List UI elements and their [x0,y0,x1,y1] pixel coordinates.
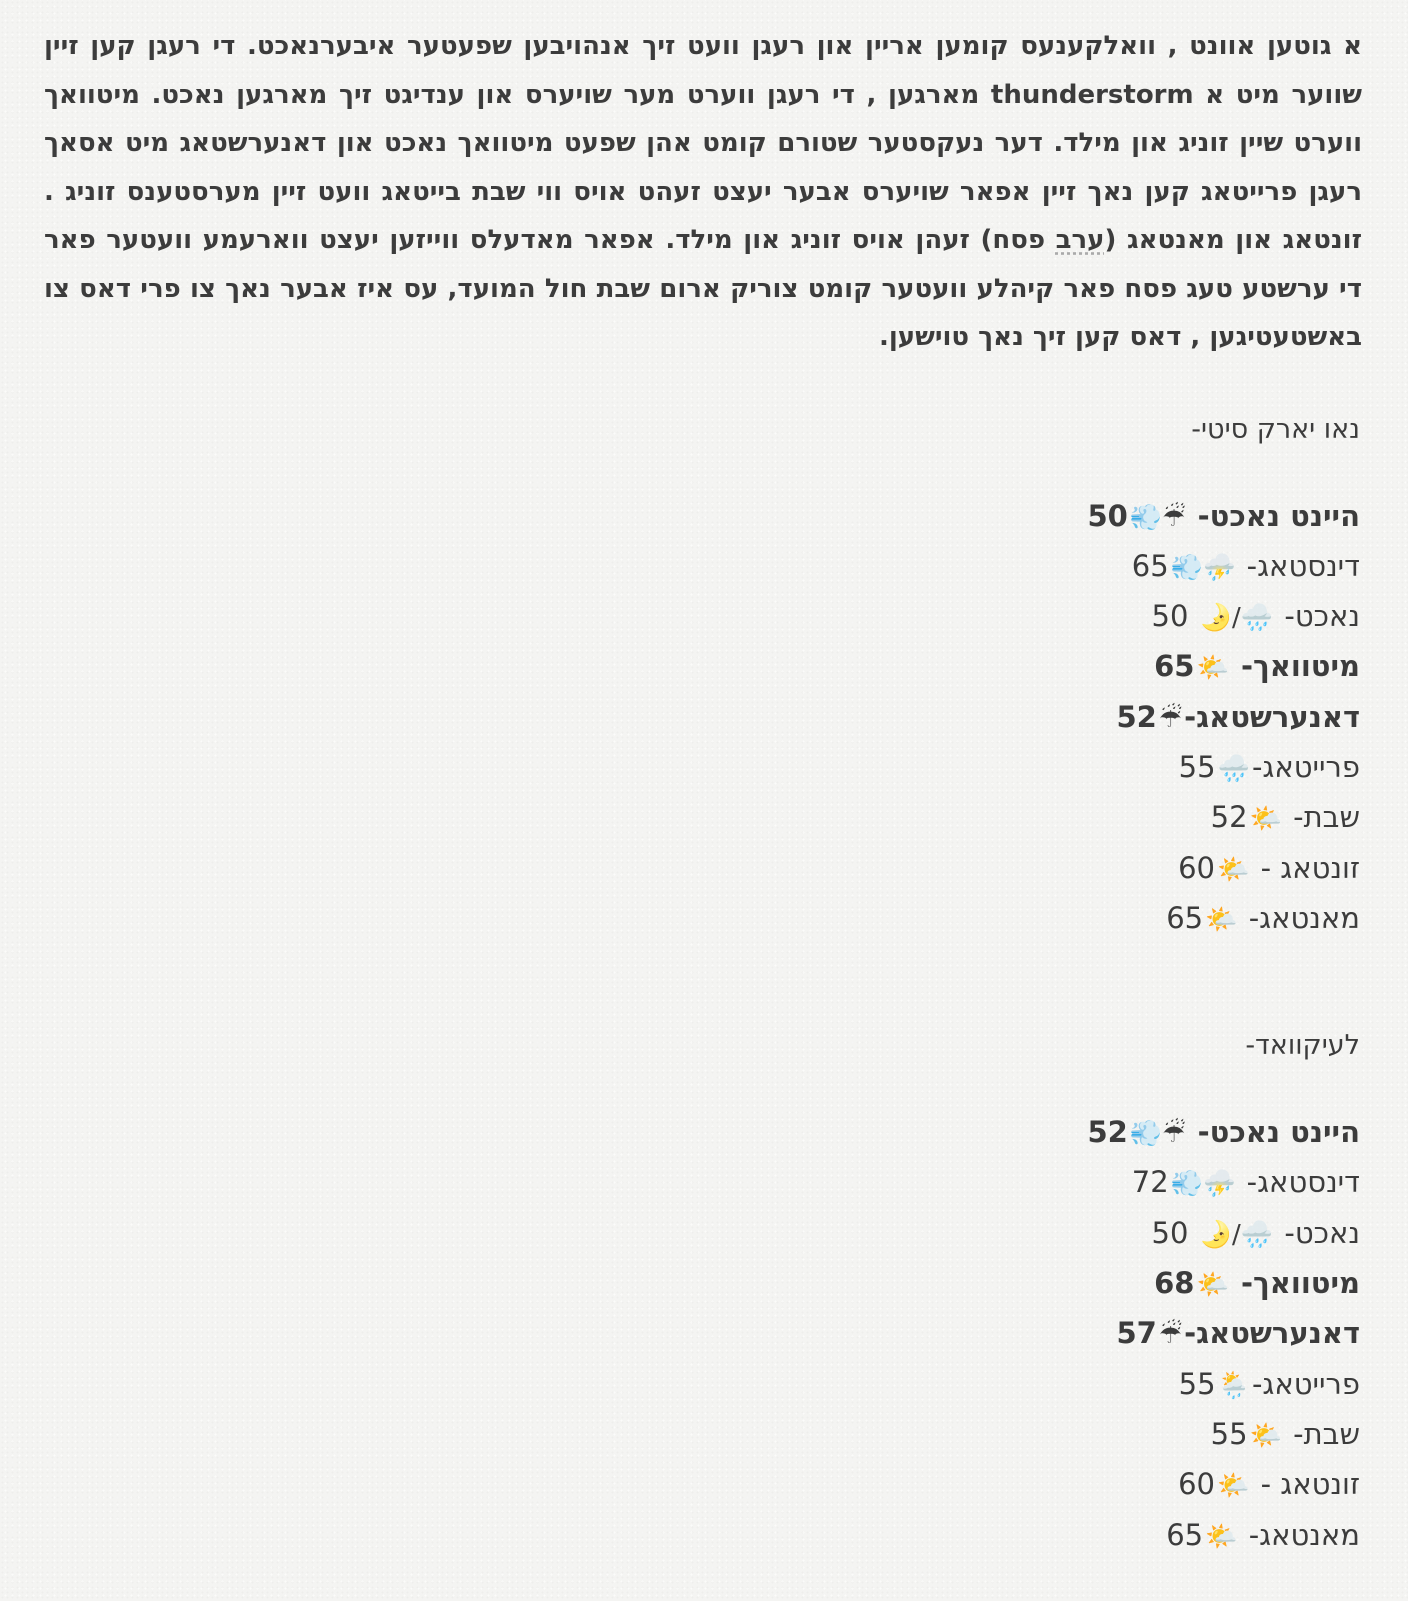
umbrella-rain-wind-icon: ☔💨 [1129,1119,1186,1150]
day-label: מאנטאג- [1248,1517,1360,1552]
temperature-value: 68 [1154,1266,1195,1301]
day-label: היינט נאכט- [1197,1115,1360,1150]
forecast-row-night [44,592,1360,642]
sun-behind-cloud-icon: 🌤️ [1205,1521,1238,1552]
forecast-row-friday [44,743,1360,793]
forecast-list-lakewood [44,1108,1368,1561]
day-label: פרייטאג- [1251,1366,1360,1401]
umbrella-rain-icon: ☔ [1158,703,1183,734]
sun-behind-cloud-icon: 🌤️ [1217,1471,1250,1502]
intro-underlined-word: ערב [1055,225,1105,255]
forecast-row-monday [44,894,1360,944]
umbrella-rain-icon: ☔ [1158,1320,1183,1351]
forecast-row-tonight [44,1108,1360,1158]
temperature-value: 60 [1178,850,1216,885]
day-label: שבת- [1293,800,1360,835]
day-label: נאכט- [1284,599,1360,634]
day-label: שבת- [1293,1416,1360,1451]
rain-cloud-icon: 🌧️ [1217,753,1250,784]
forecast-row-sunday [44,1460,1360,1510]
temperature-value: 65 [1154,649,1195,684]
day-label: פרייטאג- [1251,749,1360,784]
temperature-value: 65 [1131,548,1169,583]
forecast-row-tuesday [44,542,1360,592]
day-label: היינט נאכט- [1197,498,1360,533]
forecast-row-shabbos [44,1410,1360,1460]
temperature-value: 65 [1166,900,1204,935]
sun-behind-cloud-icon: 🌤️ [1205,904,1238,935]
temperature-value: 52 [1210,800,1248,835]
day-label: דאנערשטאג- [1184,699,1360,734]
forecast-intro-paragraph [44,22,1368,362]
sun-behind-rain-cloud-icon: 🌦️ [1217,1370,1250,1401]
temperature-value: 52 [1087,1115,1128,1150]
temperature-value: 72 [1131,1165,1169,1200]
day-label: זונטאג - [1260,850,1360,885]
temperature-value: 55 [1178,1366,1216,1401]
temperature-value: 57 [1116,1316,1157,1351]
day-label: נאכט- [1284,1215,1360,1250]
thunderstorm-wind-icon: ⛈️💨 [1170,552,1236,583]
forecast-row-tonight [44,492,1360,542]
sun-behind-cloud-icon: 🌤️ [1249,804,1282,835]
intro-text-part-2: פסח) זעהן אויס זוניג און מילד. אפאר מאדעלס ווייזען יעצט ווארעמע וועטער פאר די ערשטע טעג פסח פאר קיהלע וועטער קומט צוריק ארום שבת חול המועד, עס איז אבער נאך צו פרי דאס צו באשטעטיגען , דאס קען זיך נאך טוישען. [44,225,1362,352]
temperature-value: 50 [1151,1215,1189,1250]
day-label: דאנערשטאג- [1184,1316,1360,1351]
temperature-value: 50 [1087,498,1128,533]
temperature-value: 50 [1151,599,1189,634]
rain-cloud-moon-icon: 🌧️/🌛 [1199,603,1274,634]
thunderstorm-wind-icon: ⛈️💨 [1170,1169,1236,1200]
forecast-row-wednesday [44,1259,1360,1309]
day-label: מאנטאג- [1248,900,1360,935]
section-heading-lakewood: לעיקוואד- [1245,1030,1360,1062]
rain-cloud-moon-icon: 🌧️/🌛 [1199,1219,1274,1250]
forecast-row-wednesday [44,642,1360,692]
day-label: מיטוואך- [1240,1266,1360,1301]
temperature-value: 52 [1116,699,1157,734]
forecast-row-shabbos [44,793,1360,843]
sun-behind-cloud-icon: 🌤️ [1249,1420,1282,1451]
sun-behind-cloud-icon: 🌤️ [1196,653,1229,684]
forecast-row-thursday [44,693,1360,743]
day-label: דינסטאג- [1246,548,1360,583]
temperature-value: 60 [1178,1467,1216,1502]
forecast-row-friday [44,1360,1360,1410]
forecast-row-night [44,1209,1360,1259]
forecast-row-thursday [44,1309,1360,1359]
day-label: דינסטאג- [1246,1165,1360,1200]
section-heading-nyc: נאו יארק סיטי- [1191,413,1360,445]
forecast-list-nyc [44,492,1368,945]
temperature-value: 55 [1210,1416,1248,1451]
temperature-value: 55 [1178,749,1216,784]
umbrella-rain-wind-icon: ☔💨 [1129,502,1186,533]
intro-text-part-1: א גוטען אוונט , וואלקענעס קומען אריין און רעגן וועט זיך אנהויבען שפעטער איבערנאכט. די רעגן קען זיין שווער מיט א thunderstorm מארגען , די רעגן ווערט מער שויערס און ענדיגט זיך מארגען נאכט. מיטוואך ווערט שיין זוניג און מילד. דער נעקסטער שטורם קומט אהן שפעט מיטוואך נאכט און דאנערשטאג מיט אסאך רעגן פרייטאג קען נאך זיין אפאר שויערס אבער יעצט זעהט אויס ווי שבת בייטאג וועט זיין מערסטענס זוניג . זונטאג און מאנטאג ( [44,31,1362,255]
day-label: מיטוואך- [1240,649,1360,684]
day-label: זונטאג - [1260,1467,1360,1502]
forecast-row-monday [44,1511,1360,1561]
temperature-value: 65 [1166,1517,1204,1552]
sun-behind-cloud-icon: 🌤️ [1196,1270,1229,1301]
sun-behind-cloud-icon: 🌤️ [1217,854,1250,885]
forecast-row-tuesday [44,1158,1360,1208]
note-body[interactable] [44,22,1368,1561]
forecast-row-sunday [44,844,1360,894]
